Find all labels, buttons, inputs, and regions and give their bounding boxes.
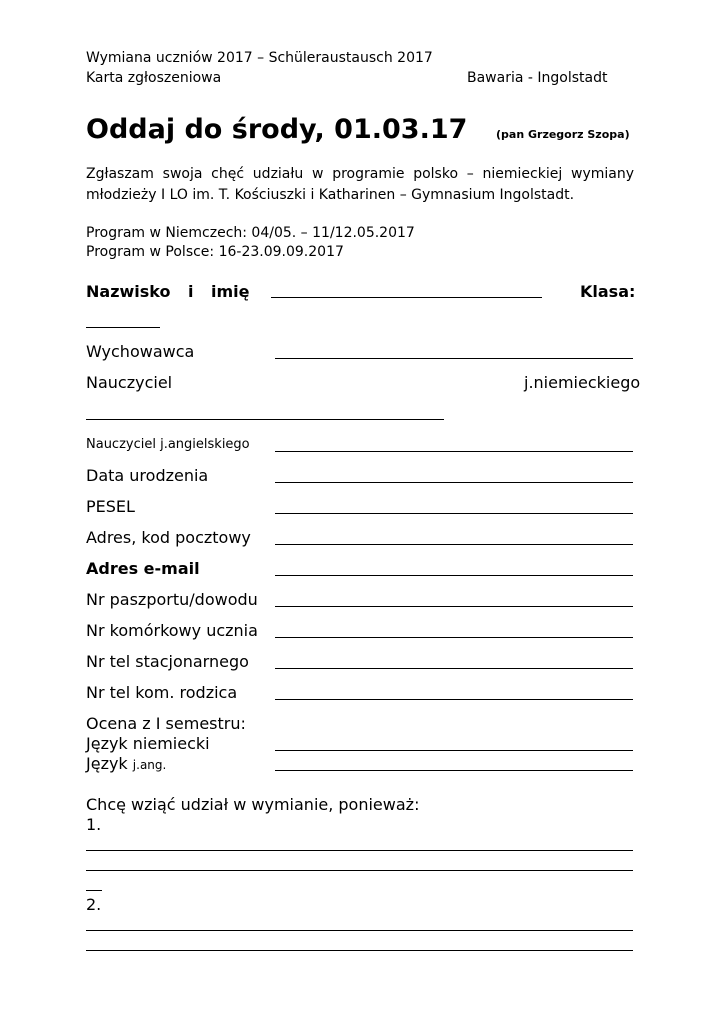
name-input-line[interactable] bbox=[271, 297, 542, 298]
form-name: Karta zgłoszeniowa bbox=[86, 70, 222, 86]
german-grade-label: Język niemiecki bbox=[86, 734, 210, 753]
address-label: Adres, kod pocztowy bbox=[86, 528, 251, 547]
email-input-line[interactable] bbox=[275, 575, 633, 576]
passport-input-line[interactable] bbox=[275, 606, 633, 607]
program-poland: Program w Polsce: 16-23.09.09.2017 bbox=[86, 244, 344, 260]
intro-line-2: młodzieży I LO im. T. Kościuszki i Katharinen – Gymnasium Ingolstadt. bbox=[86, 187, 575, 203]
reason-1-line-2[interactable] bbox=[86, 870, 633, 871]
parent-mobile-input-line[interactable] bbox=[275, 699, 633, 700]
contact-note: (pan Grzegorz Szopa) bbox=[496, 128, 630, 141]
class-label: Klasa: bbox=[580, 282, 636, 301]
reason-heading: Chcę wziąć udział w wymianie, ponieważ: bbox=[86, 795, 420, 814]
pesel-label: PESEL bbox=[86, 497, 135, 516]
landline-label: Nr tel stacjonarnego bbox=[86, 652, 249, 671]
homeroom-teacher-label: Wychowawca bbox=[86, 342, 195, 361]
and-label-word: i bbox=[188, 282, 194, 301]
parent-mobile-label: Nr tel kom. rodzica bbox=[86, 683, 238, 702]
reason-2-line-1[interactable] bbox=[86, 930, 633, 931]
name-label-word: imię bbox=[211, 282, 250, 301]
reason-2-line-2[interactable] bbox=[86, 950, 633, 951]
intro-line-1: Zgłaszam swoja chęć udziału w programie polsko – niemieckiej wymiany bbox=[86, 166, 634, 182]
german-teacher-label: Nauczyciel bbox=[86, 373, 173, 392]
english-grade-label-word: Język bbox=[86, 754, 128, 773]
landline-input-line[interactable] bbox=[275, 668, 633, 669]
surname-label-word: Nazwisko bbox=[86, 282, 171, 301]
program-germany: Program w Niemczech: 04/05. – 11/12.05.2017 bbox=[86, 225, 415, 241]
deadline-title: Oddaj do środy, 01.03.17 bbox=[86, 114, 468, 145]
english-grade-label bbox=[86, 754, 166, 773]
reason-number-2: 2. bbox=[86, 895, 102, 914]
class-input-line[interactable] bbox=[86, 327, 160, 328]
pesel-input-line[interactable] bbox=[275, 513, 633, 514]
student-mobile-label: Nr komórkowy ucznia bbox=[86, 621, 258, 640]
german-grade-input-line[interactable] bbox=[275, 750, 633, 751]
birth-date-input-line[interactable] bbox=[275, 482, 633, 483]
address-input-line[interactable] bbox=[275, 544, 633, 545]
reason-1-line-3[interactable] bbox=[86, 890, 102, 891]
student-mobile-input-line[interactable] bbox=[275, 637, 633, 638]
english-teacher-label: Nauczyciel j.angielskiego bbox=[86, 437, 250, 452]
passport-label: Nr paszportu/dowodu bbox=[86, 590, 258, 609]
reason-number-1: 1. bbox=[86, 815, 102, 834]
birth-date-label: Data urodzenia bbox=[86, 466, 209, 485]
german-teacher-input-line[interactable] bbox=[86, 419, 444, 420]
header-title: Wymiana uczniów 2017 – Schüleraustausch 2017 bbox=[86, 50, 433, 66]
destination: Bawaria - Ingolstadt bbox=[467, 70, 608, 86]
english-grade-label-abbrev: j.ang. bbox=[132, 758, 167, 772]
email-label: Adres e-mail bbox=[86, 559, 200, 578]
reason-1-line-1[interactable] bbox=[86, 850, 633, 851]
english-grade-input-line[interactable] bbox=[275, 770, 633, 771]
german-teacher-label-end: j.niemieckiego bbox=[524, 373, 641, 392]
homeroom-teacher-input-line[interactable] bbox=[275, 358, 633, 359]
grade-heading: Ocena z I semestru: bbox=[86, 714, 246, 733]
english-teacher-input-line[interactable] bbox=[275, 451, 633, 452]
